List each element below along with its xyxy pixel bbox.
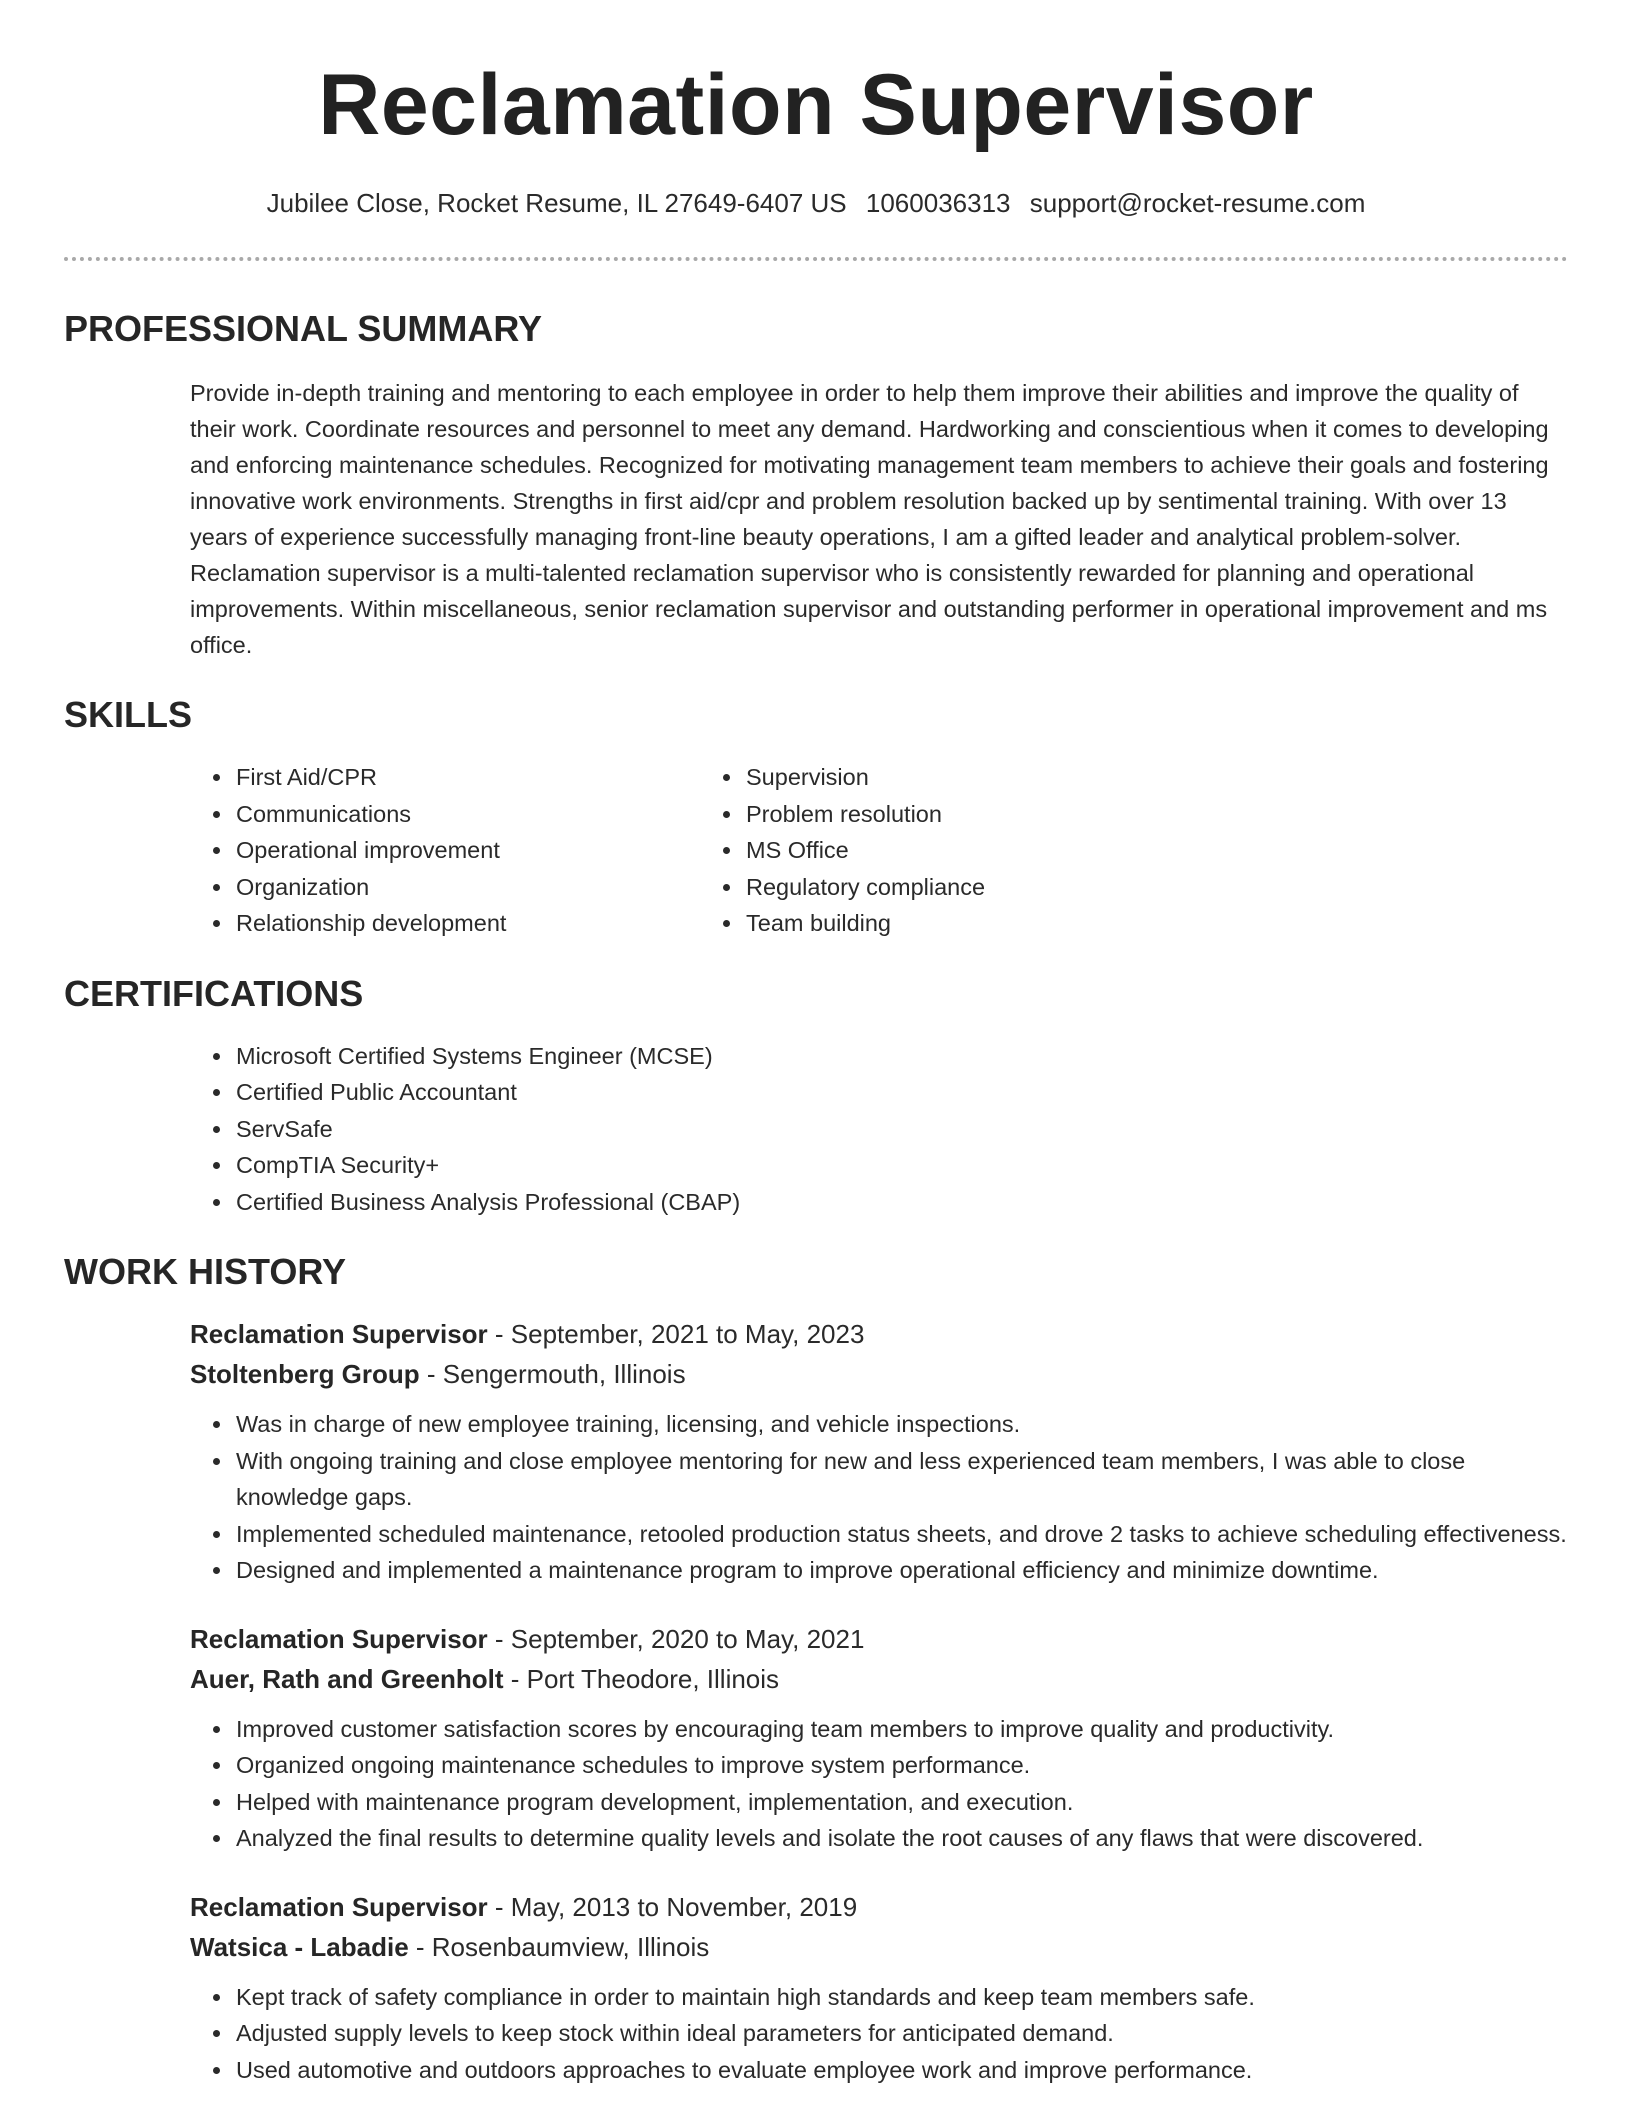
job-bullet: • Organized ongoing maintenance schedules to improve system performance. (234, 1747, 1568, 1784)
skill-item: • Communications (234, 796, 744, 833)
skill-item: • Regulatory compliance (744, 869, 985, 906)
job-bullet: • Adjusted supply levels to keep stock within ideal parameters for anticipated demand. (234, 2015, 1568, 2052)
skill-item: • Problem resolution (744, 796, 985, 833)
certification-item: • Microsoft Certified Systems Engineer (MCSE) (234, 1038, 1568, 1075)
skill-item: • Supervision (744, 759, 985, 796)
skill-item: • Team building (744, 905, 985, 942)
certification-item: • CompTIA Security+ (234, 1147, 1568, 1184)
certification-item: • Certified Business Analysis Professional (CBAP) (234, 1184, 1568, 1221)
job-title-line (190, 1619, 1568, 1659)
job-bullet: • Analyzed the final results to determine quality levels and isolate the root causes of any flaws that were discovered. (234, 1820, 1568, 1857)
skill-item: • First Aid/CPR (234, 759, 744, 796)
job-bullet: • With ongoing training and close employee mentoring for new and less experienced team members, I was able to close knowledge gaps. (234, 1443, 1568, 1516)
job-bullet: • Helped with maintenance program development, implementation, and execution. (234, 1784, 1568, 1821)
job-dates: - September, 2021 to May, 2023 (487, 1319, 865, 1349)
skill-item: • Operational improvement (234, 832, 744, 869)
job-role: Reclamation Supervisor (190, 1319, 488, 1349)
job-company-line (190, 1354, 1568, 1394)
job-bullet: • Improved customer satisfaction scores by encouraging team members to improve quality and productivity. (234, 1711, 1568, 1748)
certification-item: • Certified Public Accountant (234, 1074, 1568, 1111)
summary-heading: PROFESSIONAL SUMMARY (64, 308, 543, 349)
job-dates: - September, 2020 to May, 2021 (487, 1623, 865, 1654)
skill-item: • MS Office (744, 832, 985, 869)
job-company-line (190, 1927, 1568, 1967)
candidate-name: Reclamation Supervisor (318, 57, 1314, 153)
skills-section (64, 693, 1568, 942)
skill-item: • Relationship development (234, 905, 744, 942)
address: Jubilee Close, Rocket Resume, IL 27649-6407 US (266, 188, 847, 218)
skills-column-right (576, 759, 985, 942)
job-bullet: • Implemented scheduled maintenance, retooled production status sheets, and drove 2 tasks to achieve scheduling effectiveness. (234, 1516, 1568, 1553)
skill-item: • Organization (234, 869, 744, 906)
job-company: Stoltenberg Group (190, 1359, 420, 1389)
skills-heading: SKILLS (64, 694, 193, 735)
email: support@rocket-resume.com (1029, 188, 1366, 218)
job-location: - Rosenbaumview, Illinois (408, 1931, 710, 1962)
job-location: - Sengermouth, Illinois (419, 1359, 686, 1389)
summary-text: Provide in-depth training and mentoring to each employee in order to help them improve their abilities and improve the quality of their work. Coordinate resources and personnel to meet any demand. Hardworking and conscientious when it comes to developing and enforcing maintenance schedules. Recognized for motivating management team members to achieve their goals and fostering innovative work environments. Strengths in first aid/cpr and problem resolution backed up by sentimental training. With over 13 years of experience successfully managing front-line beauty operations, I am a gifted leader and analytical problem-solver. Reclamation supervisor is a multi-talented reclamation supervisor who is consistently rewarded for planning and operational improvements. Within miscellaneous, senior reclamation supervisor and outstanding performer in operational improvement and ms office. (190, 380, 1549, 658)
job-company: Watsica - Labadie (190, 1931, 409, 1962)
resume-page (64, 0, 1568, 2088)
job-company-line (190, 1659, 1568, 1699)
skills-columns (64, 759, 1568, 942)
job-title-line (190, 1887, 1568, 1927)
summary-section (64, 307, 1568, 663)
certifications-heading: CERTIFICATIONS (64, 972, 364, 1014)
header-divider (64, 257, 1568, 261)
job-bullet: • Was in charge of new employee training, licensing, and vehicle inspections. (234, 1406, 1568, 1443)
certification-item: • ServSafe (234, 1111, 1568, 1148)
job-role: Reclamation Supervisor (190, 1623, 488, 1654)
contact-line (64, 187, 1568, 219)
work-history-section (64, 1250, 1568, 2088)
job-bullet: • Kept track of safety compliance in order to maintain high standards and keep team members safe. (234, 1979, 1568, 2016)
job-location: - Port Theodore, Illinois (503, 1663, 780, 1694)
job-role: Reclamation Supervisor (190, 1891, 488, 1922)
certifications-section (64, 972, 1568, 1221)
job-title-line (190, 1314, 1568, 1354)
job-entry (190, 1887, 1568, 2089)
job-bullet: • Designed and implemented a maintenance program to improve operational efficiency and minimize downtime. (234, 1552, 1568, 1589)
work-history-heading: WORK HISTORY (64, 1251, 347, 1292)
job-entry (190, 1314, 1568, 1589)
job-company: Auer, Rath and Greenholt (190, 1663, 504, 1694)
phone: 1060036313 (865, 188, 1011, 218)
job-entry (190, 1619, 1568, 1857)
job-bullet: • Used automotive and outdoors approaches to evaluate employee work and improve performance. (234, 2052, 1568, 2089)
job-dates: - May, 2013 to November, 2019 (487, 1891, 858, 1922)
